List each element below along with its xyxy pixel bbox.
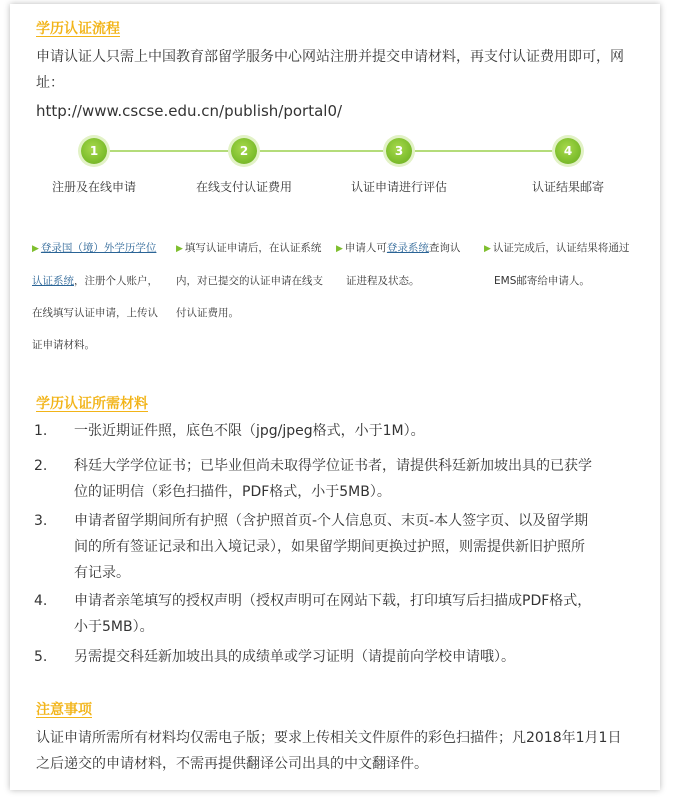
- list-item: 3. 申请者留学期间所有护照（含护照首页-个人信息页、末页-本人签字页、以及留学期 间的所有签证记录和出入境记录），如果留学期间更换过护照，则需提供新旧护照所 有记录。: [34, 513, 589, 581]
- steps-connector-line: [94, 150, 568, 152]
- triangle-right-icon: ▶: [484, 244, 491, 254]
- step-4-label: 认证结果邮寄: [531, 180, 604, 194]
- document-card: [10, 4, 660, 790]
- step-3-description: ▶ 申请人可登录系统查询认 证进程及状态。: [336, 242, 461, 287]
- step-1-label: 注册及在线申请: [51, 180, 136, 194]
- process-intro: 申请认证人只需上中国教育部留学服务中心网站注册并提交申请材料，再支付认证费用即可，网址：: [36, 49, 624, 91]
- login-system-link[interactable]: 登录国（境）外学历学位: [40, 242, 157, 254]
- step-4-description: ▶ 认证完成后，认证结果将通过 EMS邮寄给申请人。: [484, 242, 630, 287]
- list-item: 5. 另需提交科廷新加坡出具的成绩单或学习证明（请提前向学校申请哦）。: [34, 649, 515, 665]
- list-item: 2. 科廷大学学位证书；已毕业但尚未取得学位证书者，请提供科廷新加坡出具的已获学 位的证明信（彩色扫描件，PDF格式，小于5MB）。: [34, 458, 592, 500]
- step-1-circle: 1: [81, 138, 107, 164]
- step-1-description: ▶ 登录国（境）外学历学位 认证系统，注册个人账户， 在线填写认证申请，上传认 证申请材料。: [32, 242, 158, 351]
- login-link[interactable]: 登录系统: [386, 242, 429, 254]
- list-item: 4. 申请者亲笔填写的授权声明（授权声明可在网站下载，打印填写后扫描成PDF格式， 小于5MB）。: [34, 593, 592, 635]
- step-2-circle: 2: [231, 138, 257, 164]
- triangle-right-icon: ▶: [32, 244, 39, 254]
- step-3-label: 认证申请进行评估: [350, 180, 447, 194]
- section-title-notes: 注意事项: [36, 702, 92, 718]
- step-2-label: 在线支付认证费用: [195, 180, 292, 194]
- section-title-process: 学历认证流程: [36, 21, 120, 37]
- certification-system-link[interactable]: 认证系统: [32, 275, 74, 287]
- section-title-materials: 学历认证所需材料: [36, 396, 148, 412]
- step-3-circle: 3: [386, 138, 412, 164]
- step-2-description: ▶ 填写认证申请后，在认证系统 内，对已提交的认证申请在线支 付认证费用。: [176, 242, 323, 319]
- notes-text: 认证申请所需所有材料均仅需电子版；要求上传相关文件原件的彩色扫描件；凡2018年1月1日 之后递交的申请材料，不需再提供翻译公司出具的中文翻译件。: [36, 730, 622, 772]
- list-item: 1. 一张近期证件照，底色不限（jpg/jpeg格式，小于1M）。: [34, 423, 425, 439]
- website-url[interactable]: http://www.cscse.edu.cn/publish/portal0/: [36, 102, 343, 120]
- step-4-circle: 4: [555, 138, 581, 164]
- triangle-right-icon: ▶: [176, 244, 183, 254]
- triangle-right-icon: ▶: [336, 244, 343, 254]
